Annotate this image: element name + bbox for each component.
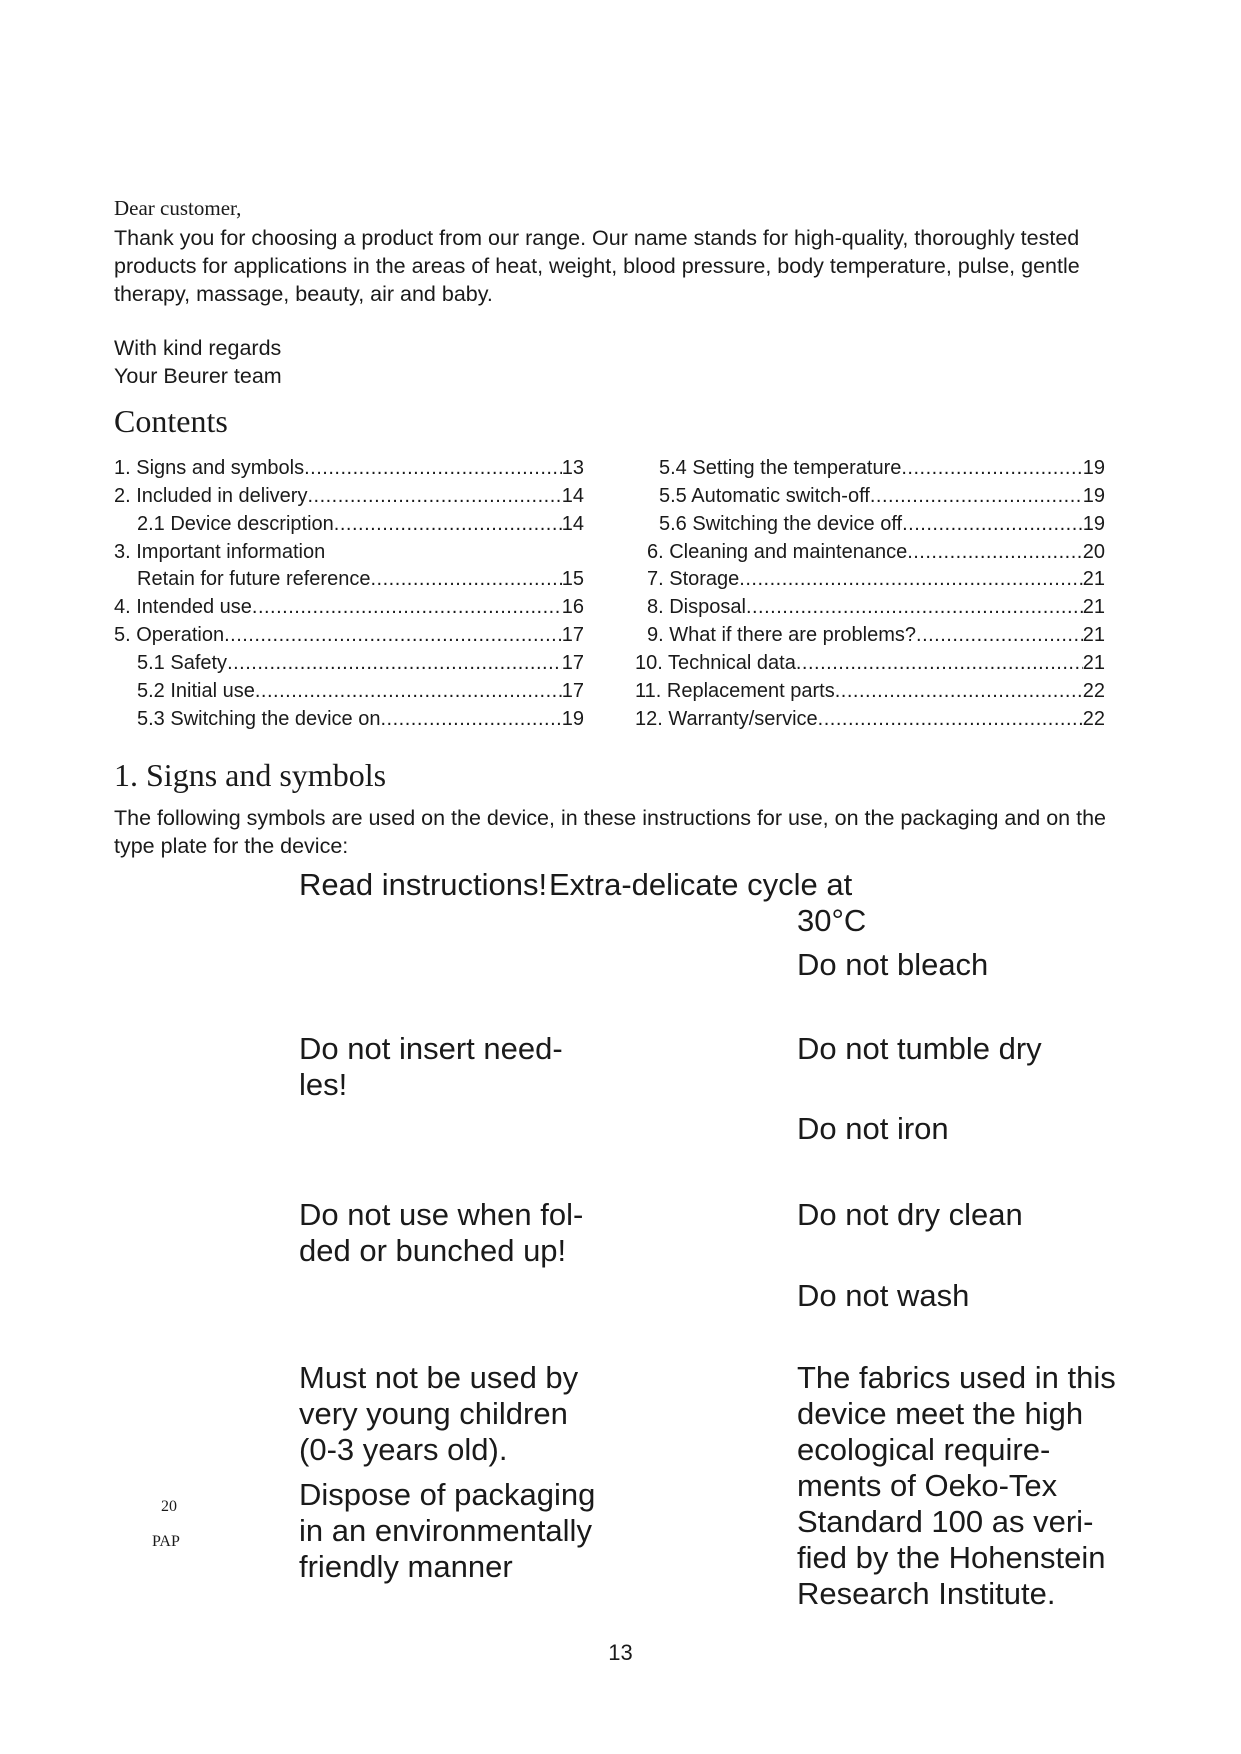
delicate-cycle-label-1: Extra-delicate cycle at [549, 867, 853, 902]
no-folded-label: Do not use when fol- ded or bunched up! [299, 1197, 584, 1268]
no-wash-label: Do not wash [797, 1278, 970, 1313]
regards-line: With kind regards [114, 336, 282, 360]
no-dry-clean-label: Do not dry clean [797, 1197, 1023, 1232]
toc-entry: 4. Intended use ..... 16 [114, 591, 584, 619]
dispose-packaging-label: Dispose of packaging in an environmentally friendly manner [299, 1477, 596, 1584]
toc-entry: 5.5 Automatic switch-off ..... 19 [635, 480, 1105, 508]
toc-entry: 5.1 Safety ..... 17 [114, 647, 584, 675]
delicate-cycle-label-2: 30°C [797, 903, 867, 938]
toc-entry: 12. Warranty/service ..... 22 [635, 703, 1105, 731]
toc-entry: 10. Technical data ..... 21 [635, 647, 1105, 675]
toc-column-left [114, 452, 584, 731]
read-instructions-label: Read instructions! [299, 867, 548, 902]
no-needles-label: Do not insert need- les! [299, 1031, 563, 1102]
toc-entry: 1. Signs and symbols ..... 13 [114, 452, 584, 480]
no-tumble-dry-label: Do not tumble dry [797, 1031, 1042, 1066]
page-number: 13 [608, 1640, 633, 1665]
toc-entry: 7. Storage ..... 21 [635, 564, 1105, 592]
toc-entry: 2.1 Device description ..... 14 [114, 508, 584, 536]
team-signature: Your Beurer team [114, 364, 282, 388]
toc-entry: Retain for future reference ..... 15 [114, 564, 584, 592]
recycling-code-number: 20 [161, 1498, 177, 1515]
toc-entry: 5.4 Setting the temperature ..... 19 [635, 452, 1105, 480]
toc-entry: 2. Included in delivery ..... 14 [114, 480, 584, 508]
toc-entry: 11. Replacement parts ..... 22 [635, 675, 1105, 703]
toc-entry: 5.6 Switching the device off ..... 19 [635, 508, 1105, 536]
no-bleach-label: Do not bleach [797, 947, 989, 982]
recycling-code-label: PAP [152, 1533, 180, 1550]
toc-entry: 8. Disposal ..... 21 [635, 591, 1105, 619]
toc-entry: 5.2 Initial use ..... 17 [114, 675, 584, 703]
intro-paragraph: Thank you for choosing a product from our range. Our name stands for high-quality, thoroughly tested products for applications in the areas of heat, weight, blood pressure, body temperature, pulse, gentle therapy, massage, beauty, air and baby. [114, 226, 1080, 306]
toc-entry: 5.3 Switching the device on ..... 19 [114, 703, 584, 731]
young-children-label: Must not be used by very young children (0-3 years old). [299, 1360, 579, 1467]
signs-intro: The following symbols are used on the device, in these instructions for use, on the packaging and on the type plate for the device: [114, 806, 1106, 858]
toc-column-right [635, 452, 1105, 731]
contents-heading: Contents [114, 403, 228, 439]
no-iron-label: Do not iron [797, 1111, 949, 1146]
signs-heading: 1. Signs and symbols [114, 757, 387, 793]
oeko-tex-label: The fabrics used in this device meet the high ecological require- ments of Oeko-Tex Standard 100 as veri- fied by the Hohenstein Research Institute. [797, 1360, 1116, 1611]
toc-entry: 5. Operation ..... 17 [114, 619, 584, 647]
salutation: Dear customer, [114, 196, 242, 220]
toc-entry: 9. What if there are problems? ..... 21 [635, 619, 1105, 647]
toc-entry: 6. Cleaning and maintenance ..... 20 [635, 536, 1105, 564]
toc-entry: 3. Important information [114, 540, 326, 563]
regards-block [114, 334, 282, 390]
